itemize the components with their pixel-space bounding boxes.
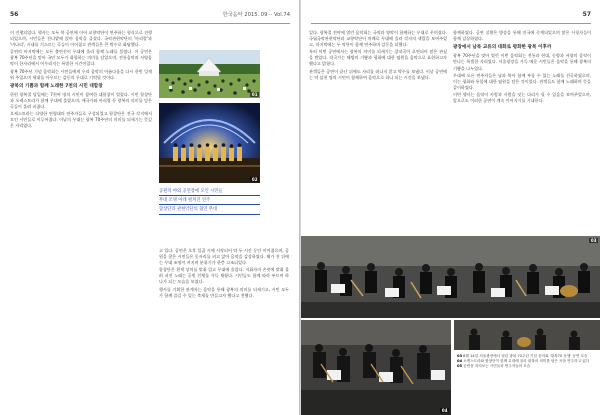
- section-subhead: 광장에서 남북 교류의 대화로 평화한 광복 이후까: [453, 45, 552, 51]
- magazine-issue: 한국음악 2015. 09 ·· Vol.74: [222, 12, 290, 18]
- photo-captions: [159, 189, 260, 217]
- photo-number: 04: [441, 408, 448, 413]
- caption-text: 오케스트라와 합창단이 함께 무대에 올라 광복의 의미를 담은 곡을 연주하고 있다: [463, 359, 590, 364]
- photo-brass-section: [454, 320, 600, 350]
- left-page-header: [10, 10, 290, 24]
- photo-number: 01: [251, 92, 258, 97]
- section-subhead: 광복의 기쁨과 함께 노래한 7천의 시민 대합창: [10, 83, 103, 89]
- caption-number: 04: [457, 359, 463, 364]
- right-page-header: [311, 10, 591, 24]
- bottom-captions: [457, 354, 597, 370]
- paragraph: 특히 이번 공연에서는 광복의 의미를 되새기는 창작곡이 초연되어 많은 관심을 받았다. 작곡가는 해방의 기쁨과 평화에 대한 염원을 음악으로 표현하고자 했다고 밝혔다.: [309, 49, 447, 67]
- photo-number: 02: [251, 177, 258, 182]
- photo-caption: 무대 조명 아래 펼쳐진 연주: [159, 198, 260, 205]
- paragraph: 한편 광복절 당일에는 7천여 명의 시민이 참여한 대합창이 열렸다. 시민 합창단과 오케스트라가 함께 무대에 올랐으며, 애국가와 아리랑 등 광복의 의미를 담은 곡들이 울려 퍼졌다.: [10, 91, 152, 110]
- paragraph: 행사를 기획한 관계자는 음악을 통해 광복의 의미를 되새기고, 시민 모두가 함께 즐길 수 있는 축제를 만들고자 했다고 전했다.: [159, 286, 289, 298]
- paragraph: 이 진행되었다. 행사는 모두 북 공연에 이어 교향악단이 연주하는 형식으로 진행되었으며, 시민들은 잔디밭에 앉아 음악을 즐겼다. 국악관현악단의 '아리랑'과 '비나리', 시대를 거스르는 곡들이 이어졌고 관객들은 큰 박수로 화답했다.: [10, 30, 152, 48]
- paragraph: 공연의 마지막에는 모든 출연진이 무대에 올라 함께 노래를 불렀다. 이 공연은 광복 70주년을 맞아 국민 모두가 화합하는 의미를 담았으며, 전통음악과 서양음악이 한자리에서 어우러지는 특별한 시간이었다.: [10, 49, 152, 67]
- paragraph: 함께하였다. 공연 실황은 방송을 통해 전국에 중계되었으며 많은 시청자들이 함께 감상하였다.: [453, 30, 591, 42]
- paragraph: 고 있다. 공연은 오후 일곱 시에 시작되어 약 두 시간 동안 이어졌으며, 공원을 찾은 시민들은 돗자리를 펴고 앉아 음악을 감상하였다. 해가 진 뒤에는 무대 조명이 켜지며 분위기가 한층 고조되었다.: [159, 248, 289, 266]
- paragraph: 이번 행사는 음악이 사람과 사람을 잇는 다리가 될 수 있음을 보여주었으며, 앞으로도 이러한 공연이 계속 이어지기를 기대한다.: [453, 91, 591, 104]
- paragraph: 광복 70주년 기념 음악회는 시민들에게 우리 음악의 아름다움을 다시 한번 일깨워 주었으며 세대를 아우르는 감동의 무대로 기억될 것이다.: [10, 68, 152, 80]
- left-column-2: [159, 248, 289, 407]
- photo-caption: 합창단과 관현악단의 협연 무대: [159, 207, 260, 214]
- left-page: [0, 0, 299, 415]
- paragraph: 합창단은 흰색 상의를 맞춰 입고 무대에 올랐다. 지휘자의 손짓에 맞춰 울려 퍼진 노래는 공원 전체를 가득 채웠다. 시민들도 함께 따라 부르며 하나가 되는 모습을 보였다.: [159, 267, 289, 285]
- caption-number: 03: [457, 354, 463, 358]
- caption-text: 공연을 지켜보는 시민들과 연주자들의 모습: [463, 364, 531, 369]
- photo-caption: 공원의 야외 공연장에 모인 시민들: [159, 189, 260, 196]
- paragraph: 관객들은 공연이 끝난 뒤에도 자리를 떠나지 않고 박수를 보냈다. 이날 공연에는 약 삼천 명의 시민이 함께하여 음악으로 하나 되는 시간을 보냈다.: [309, 68, 447, 80]
- right-page-number: 57: [582, 11, 591, 18]
- right-column-2: [453, 30, 591, 242]
- caption-number: 05: [457, 364, 463, 369]
- paragraph: 오케스트라는 다양한 연령대의 연주자들로 구성되었고 합창단은 전국 각지에서 모인 시민들로 이루어졌다. 이날의 무대는 광복 70주년의 의미를 되새기는 뜻깊은 자리였다.: [10, 111, 152, 129]
- paragraph: 무대에 오른 연주자들은 남과 북이 함께 부를 수 있는 노래를 선곡하였으며, 이는 평화와 통일에 대한 염원을 담은 것이었다. 관객들도 함께 노래하며 뜻을 같이하였다.: [453, 72, 591, 90]
- photo-number: 03: [590, 238, 597, 243]
- caption-text: 8월 14일 서울광장에서 열린 광복 70주년 기념 음악회 '광복70 동행' 공연 모습: [463, 354, 588, 358]
- left-column-1: [10, 30, 152, 407]
- photo-orchestra-rehearsal: [301, 236, 600, 318]
- paragraph: 광복 70주년을 맞아 열린 이번 음악회는 전통과 현대, 동양과 서양의 음악이 만나는 특별한 자리였다. 서울광장을 가득 메운 시민들은 음악을 통해 광복의 기쁨을 나누었다.: [453, 53, 591, 71]
- caption-item: [457, 364, 597, 369]
- right-page: [301, 0, 600, 415]
- photo-outdoor-concert: [159, 50, 260, 98]
- paragraph: 있다. 광복절 전야에 열린 음악회는 국악과 양악이 함께하는 무대로 꾸며졌다. 국립국악관현악단과 교향악단이 차례로 무대에 올라 각자의 색깔을 보여주었고, 마지막에는 두 악단이 함께 연주하며 감동을 더했다.: [309, 30, 447, 48]
- left-page-number: 56: [10, 11, 19, 18]
- photo-night-stage: [159, 103, 260, 183]
- photo-string-section: [301, 320, 451, 415]
- right-column-1: [309, 30, 447, 230]
